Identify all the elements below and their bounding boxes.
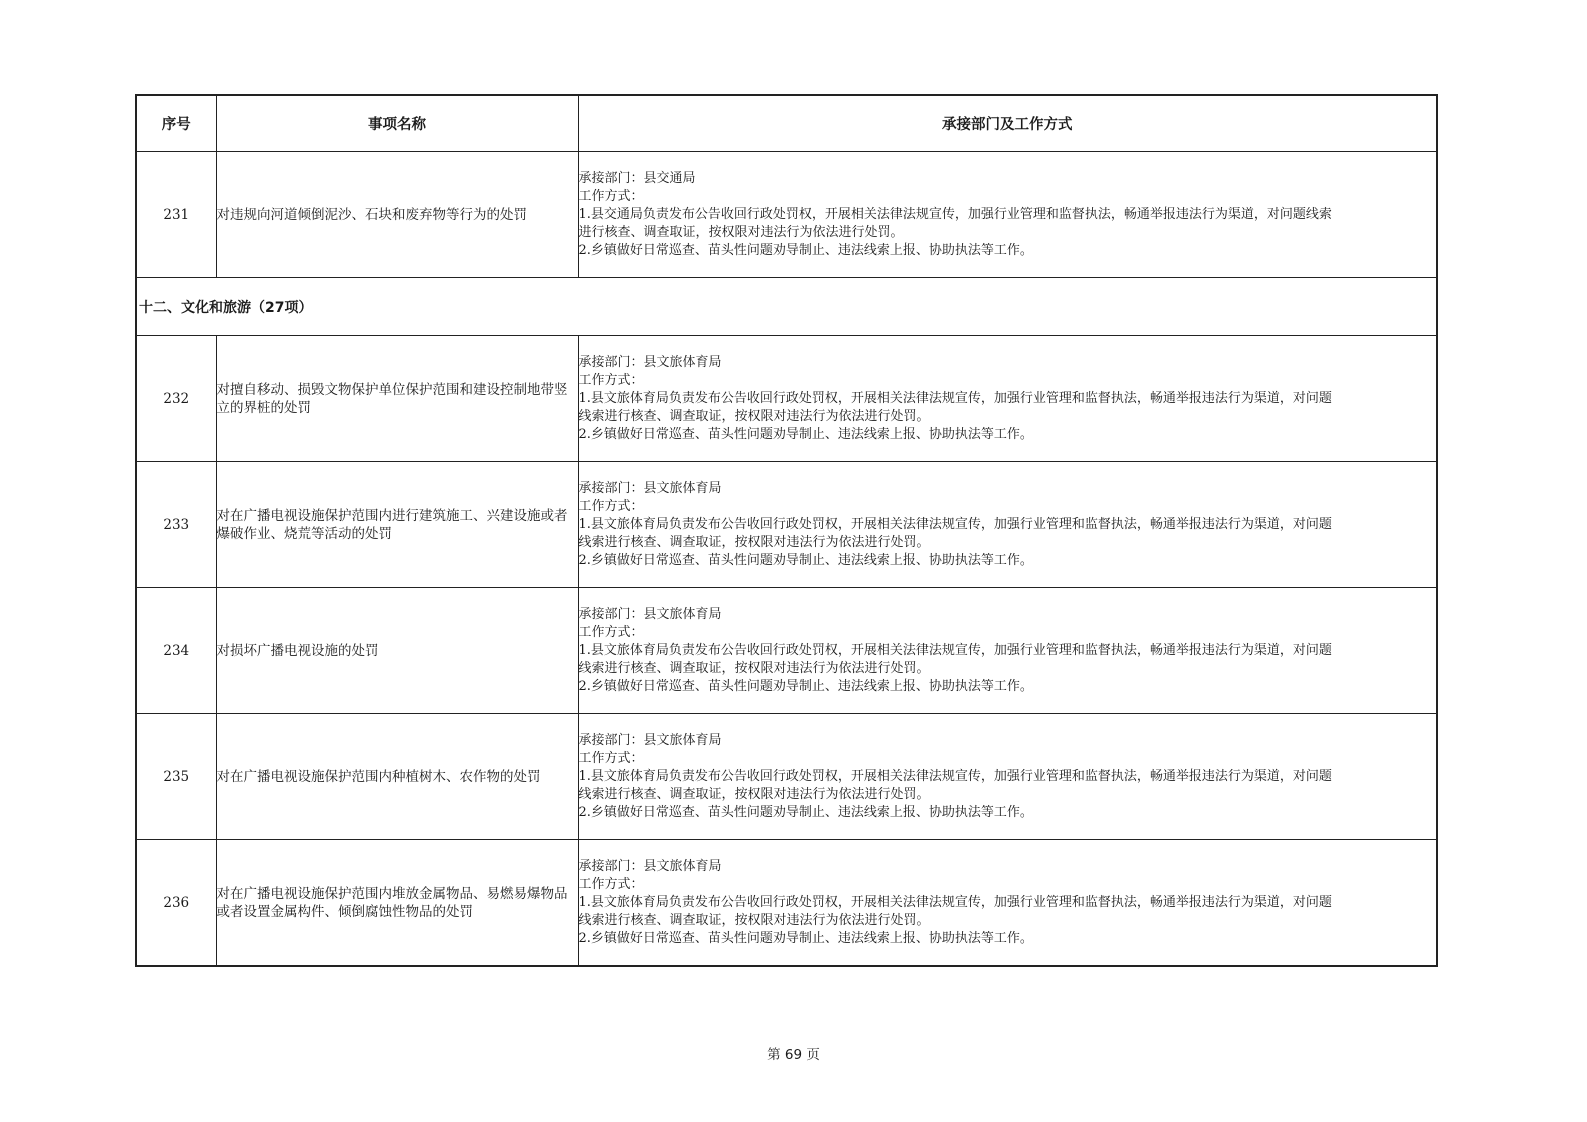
- method-line: 线索进行核查、调查取证，按权限对违法行为依法进行处罚。: [578, 408, 930, 424]
- table-row: [136, 462, 1437, 588]
- method-line: 承接部门：县文旅体育局: [578, 732, 722, 748]
- row-number: 233: [136, 462, 216, 588]
- method-line: 2.乡镇做好日常巡查、苗头性问题劝导制止、违法线索上报、协助执法等工作。: [578, 930, 1033, 946]
- method-line: 工作方式：: [578, 750, 644, 766]
- department-method: [578, 588, 1437, 714]
- table-row: [136, 336, 1437, 462]
- department-method: [578, 840, 1437, 967]
- method-line: 1.县文旅体育局负责发布公告收回行政处罚权，开展相关法律法规宣传，加强行业管理和监督执法，畅通举报违法行为渠道，对问题: [578, 768, 1332, 784]
- method-line: 1.县文旅体育局负责发布公告收回行政处罚权，开展相关法律法规宣传，加强行业管理和监督执法，畅通举报违法行为渠道，对问题: [578, 642, 1332, 658]
- column-header-department-method: 承接部门及工作方式: [578, 95, 1437, 152]
- method-line: 工作方式：: [578, 372, 644, 388]
- method-line: 1.县文旅体育局负责发布公告收回行政处罚权，开展相关法律法规宣传，加强行业管理和监督执法，畅通举报违法行为渠道，对问题: [578, 894, 1332, 910]
- method-line: 工作方式：: [578, 876, 644, 892]
- method-line: 承接部门：县文旅体育局: [578, 606, 722, 622]
- method-line: 承接部门：县文旅体育局: [578, 480, 722, 496]
- item-name: 对在广播电视设施保护范围内进行建筑施工、兴建设施或者爆破作业、烧荒等活动的处罚: [216, 462, 578, 588]
- method-line: 线索进行核查、调查取证，按权限对违法行为依法进行处罚。: [578, 534, 930, 550]
- table-row: [136, 152, 1437, 278]
- row-number: 234: [136, 588, 216, 714]
- method-line: 承接部门：县交通局: [578, 170, 696, 186]
- department-method: [578, 336, 1437, 462]
- item-name: 对在广播电视设施保护范围内堆放金属物品、易燃易爆物品或者设置金属构件、倾倒腐蚀性物品的处罚: [216, 840, 578, 967]
- column-header-item-name: 事项名称: [216, 95, 578, 152]
- method-line: 工作方式：: [578, 624, 644, 640]
- method-line: 承接部门：县文旅体育局: [578, 354, 722, 370]
- items-table: [135, 94, 1438, 967]
- method-line: 承接部门：县文旅体育局: [578, 858, 722, 874]
- method-line: 2.乡镇做好日常巡查、苗头性问题劝导制止、违法线索上报、协助执法等工作。: [578, 242, 1033, 258]
- item-name: 对违规向河道倾倒泥沙、石块和废弃物等行为的处罚: [216, 152, 578, 278]
- section-title: 十二、文化和旅游（27项）: [136, 278, 1437, 336]
- section-row: [136, 278, 1437, 336]
- table-header-row: [136, 95, 1437, 152]
- method-line: 2.乡镇做好日常巡查、苗头性问题劝导制止、违法线索上报、协助执法等工作。: [578, 552, 1033, 568]
- method-line: 1.县交通局负责发布公告收回行政处罚权，开展相关法律法规宣传，加强行业管理和监督执法，畅通举报违法行为渠道，对问题线索: [578, 206, 1332, 222]
- page-number: 第 69 页: [767, 1047, 820, 1063]
- department-method: [578, 152, 1437, 278]
- item-name: 对损坏广播电视设施的处罚: [216, 588, 578, 714]
- method-line: 2.乡镇做好日常巡查、苗头性问题劝导制止、违法线索上报、协助执法等工作。: [578, 678, 1033, 694]
- department-method: [578, 714, 1437, 840]
- method-line: 2.乡镇做好日常巡查、苗头性问题劝导制止、违法线索上报、协助执法等工作。: [578, 804, 1033, 820]
- table-row: [136, 714, 1437, 840]
- row-number: 232: [136, 336, 216, 462]
- row-number: 236: [136, 840, 216, 967]
- item-name: 对擅自移动、损毁文物保护单位保护范围和建设控制地带竖立的界桩的处罚: [216, 336, 578, 462]
- table-row: [136, 588, 1437, 714]
- item-name: 对在广播电视设施保护范围内种植树木、农作物的处罚: [216, 714, 578, 840]
- method-line: 工作方式：: [578, 498, 644, 514]
- method-line: 2.乡镇做好日常巡查、苗头性问题劝导制止、违法线索上报、协助执法等工作。: [578, 426, 1033, 442]
- department-method: [578, 462, 1437, 588]
- method-line: 工作方式：: [578, 188, 644, 204]
- method-line: 进行核查、调查取证，按权限对违法行为依法进行处罚。: [578, 224, 904, 240]
- method-line: 1.县文旅体育局负责发布公告收回行政处罚权，开展相关法律法规宣传，加强行业管理和监督执法，畅通举报违法行为渠道，对问题: [578, 516, 1332, 532]
- row-number: 231: [136, 152, 216, 278]
- method-line: 线索进行核查、调查取证，按权限对违法行为依法进行处罚。: [578, 660, 930, 676]
- column-header-number: 序号: [136, 95, 216, 152]
- method-line: 线索进行核查、调查取证，按权限对违法行为依法进行处罚。: [578, 786, 930, 802]
- table-row: [136, 840, 1437, 967]
- row-number: 235: [136, 714, 216, 840]
- method-line: 1.县文旅体育局负责发布公告收回行政处罚权，开展相关法律法规宣传，加强行业管理和监督执法，畅通举报违法行为渠道，对问题: [578, 390, 1332, 406]
- method-line: 线索进行核查、调查取证，按权限对违法行为依法进行处罚。: [578, 912, 930, 928]
